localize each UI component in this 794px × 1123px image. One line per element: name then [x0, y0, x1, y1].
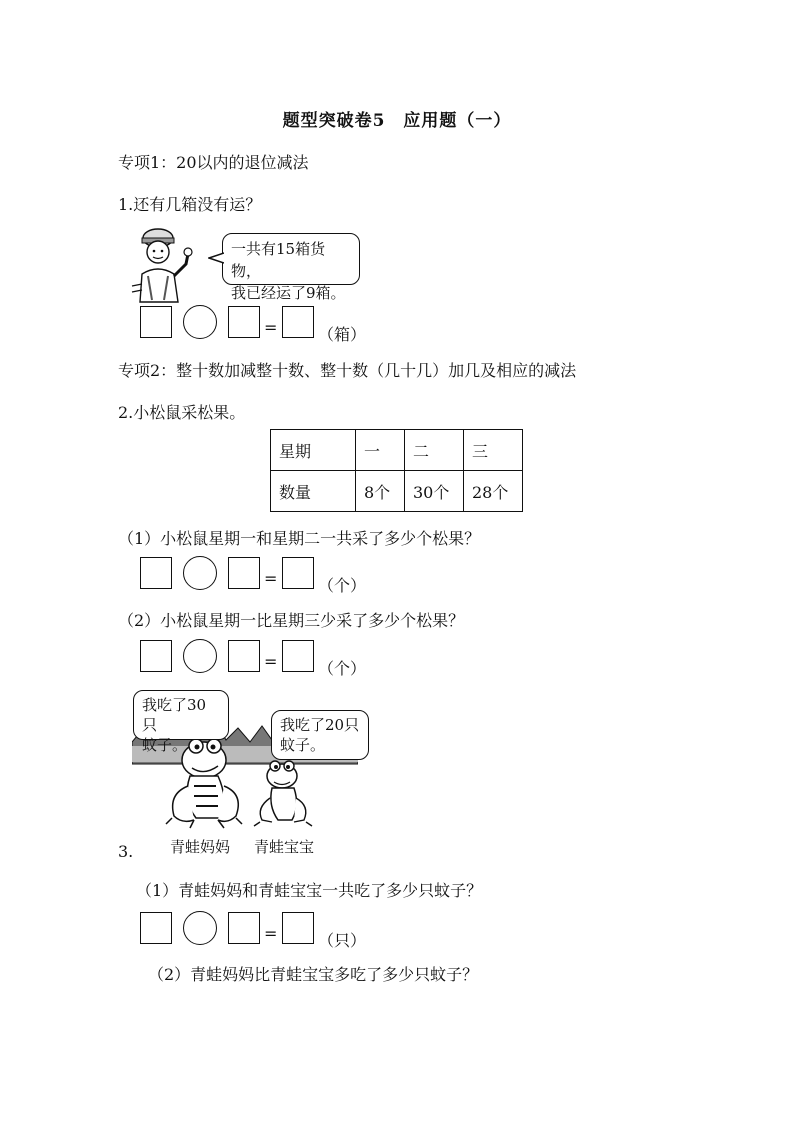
table-cell: 30个 [405, 471, 464, 512]
unit-label: （个） [318, 576, 367, 595]
speech-line-2: 蚊子。 [280, 736, 326, 754]
table-cell: 8个 [356, 471, 405, 512]
answer-box[interactable] [228, 640, 260, 672]
operator-circle[interactable] [183, 911, 217, 945]
answer-box[interactable] [228, 557, 260, 589]
question-2-1-text: （1）小松鼠星期一和星期二一共采了多少个松果？ [118, 529, 481, 548]
worker-illustration [128, 224, 208, 304]
table-cell: 数量 [271, 471, 356, 512]
question-2-text: 2.小松鼠采松果。 [118, 403, 246, 422]
speech-tail [208, 252, 224, 264]
answer-box[interactable] [140, 306, 172, 338]
pinecone-table [270, 429, 523, 512]
answer-box[interactable] [140, 557, 172, 589]
operator-circle[interactable] [183, 556, 217, 590]
baby-frog-speech-bubble [271, 710, 369, 760]
caption-baby-frog: 青蛙宝宝 [254, 838, 315, 856]
result-box[interactable] [282, 306, 314, 338]
operator-circle[interactable] [183, 305, 217, 339]
equals-sign: = [264, 924, 278, 943]
question-3-1-text: （1）青蛙妈妈和青蛙宝宝一共吃了多少只蚊子？ [136, 881, 483, 900]
speech-line-1: 我吃了30只 [142, 696, 207, 734]
caption-mother-frog: 青蛙妈妈 [170, 838, 231, 856]
speech-line-2: 我已经运了9箱。 [231, 284, 346, 302]
result-box[interactable] [282, 557, 314, 589]
unit-label: （箱） [318, 325, 367, 344]
table-cell: 三 [464, 430, 523, 471]
answer-box[interactable] [228, 912, 260, 944]
page-title: 题型突破卷5 应用题（一） [282, 111, 512, 131]
table-row [271, 430, 523, 471]
question-3-number: 3. [118, 842, 134, 861]
question-3-2-text: （2）青蛙妈妈比青蛙宝宝多吃了多少只蚊子？ [148, 965, 479, 984]
table-cell: 星期 [271, 430, 356, 471]
mother-frog-speech-bubble [133, 690, 229, 754]
equals-sign: = [264, 652, 278, 671]
table-cell: 二 [405, 430, 464, 471]
result-box[interactable] [282, 912, 314, 944]
answer-box[interactable] [140, 640, 172, 672]
speech-line-1: 我吃了20只 [280, 716, 360, 734]
equals-sign: = [264, 318, 278, 337]
question-2-2-text: （2）小松鼠星期一比星期三少采了多少个松果？ [118, 611, 465, 630]
speech-line-1: 一共有15箱货物， [231, 240, 326, 280]
table-cell: 28个 [464, 471, 523, 512]
answer-box[interactable] [140, 912, 172, 944]
table-cell: 一 [356, 430, 405, 471]
section-2-heading: 专项2：整十数加减整十数、整十数（几十几）加几及相应的减法 [118, 361, 577, 380]
equals-sign: = [264, 569, 278, 588]
speech-line-2: 蚊子。 [142, 736, 188, 754]
result-box[interactable] [282, 640, 314, 672]
unit-label: （个） [318, 659, 367, 678]
section-1-heading: 专项1：20以内的退位减法 [118, 153, 309, 172]
table-row [271, 471, 523, 512]
answer-box[interactable] [228, 306, 260, 338]
unit-label: （只） [318, 931, 367, 950]
worker-speech-bubble [222, 233, 360, 302]
operator-circle[interactable] [183, 639, 217, 673]
question-1-text: 1.还有几箱没有运？ [118, 195, 262, 214]
